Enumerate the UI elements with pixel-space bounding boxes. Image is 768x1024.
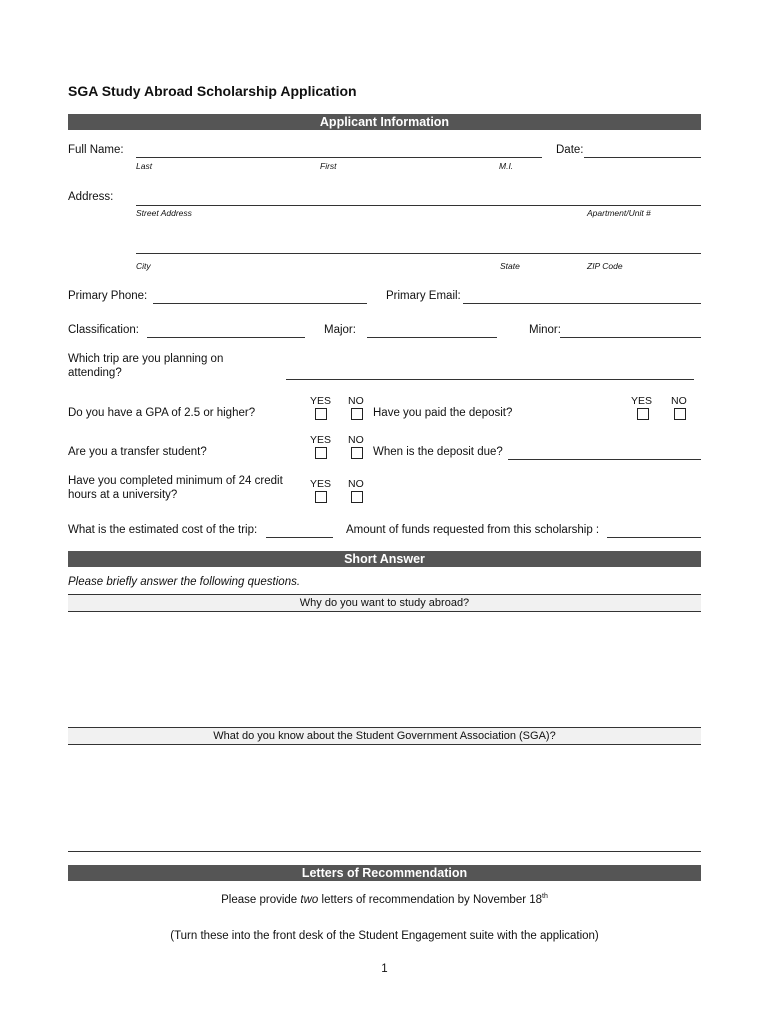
deposit-due-question: When is the deposit due? — [373, 446, 503, 458]
gpa-no-checkbox[interactable] — [351, 408, 363, 420]
transfer-no-label: NO — [348, 434, 364, 446]
minor-field[interactable] — [560, 337, 701, 338]
section-header-applicant: Applicant Information — [68, 114, 701, 130]
address-label: Address: — [68, 191, 114, 203]
deposit-paid-no-label: NO — [671, 395, 687, 407]
credit-no-checkbox[interactable] — [351, 491, 363, 503]
section-header-short-answer: Short Answer — [68, 551, 701, 567]
name-last-caption: Last — [136, 161, 153, 171]
gpa-question: Do you have a GPA of 2.5 or higher? — [68, 407, 256, 419]
transfer-no-checkbox[interactable] — [351, 447, 363, 459]
credit-yes-label: YES — [310, 478, 332, 490]
street-address-caption: Street Address — [136, 208, 192, 218]
funds-requested-field[interactable] — [607, 537, 701, 538]
answer-area-about-sga[interactable] — [68, 746, 701, 850]
page-number: 1 — [381, 963, 388, 975]
deposit-paid-yes-label: YES — [631, 395, 653, 407]
trip-question-line2: attending? — [68, 367, 122, 379]
transfer-question: Are you a transfer student? — [68, 446, 207, 458]
gpa-no-label: NO — [348, 395, 364, 407]
classification-field[interactable] — [147, 337, 305, 338]
trip-field[interactable] — [286, 379, 694, 380]
gpa-yes-label: YES — [310, 395, 332, 407]
question-why-study-abroad: Why do you want to study abroad? — [68, 594, 701, 612]
deposit-paid-question: Have you paid the deposit? — [373, 407, 513, 419]
primary-phone-field[interactable] — [153, 303, 367, 304]
answer-area-why-study-abroad[interactable] — [68, 613, 701, 725]
full-name-label: Full Name: — [68, 144, 124, 156]
short-answer-instruction: Please briefly answer the following questions. — [68, 576, 301, 588]
name-mi-caption: M.I. — [499, 161, 514, 171]
city-caption: City — [136, 261, 151, 271]
credit-no-label: NO — [348, 478, 364, 490]
city-state-zip-field[interactable] — [136, 253, 701, 254]
letters-instruction: Please provide two letters of recommendation by November 18th — [221, 893, 548, 906]
form-title: SGA Study Abroad Scholarship Application — [68, 83, 357, 99]
deposit-paid-yes-checkbox[interactable] — [637, 408, 649, 420]
major-field[interactable] — [367, 337, 497, 338]
credit-yes-checkbox[interactable] — [315, 491, 327, 503]
primary-email-field[interactable] — [463, 303, 701, 304]
deposit-due-field[interactable] — [508, 459, 701, 460]
transfer-yes-label: YES — [310, 434, 332, 446]
date-label: Date: — [556, 144, 584, 156]
estimated-cost-label: What is the estimated cost of the trip: — [68, 524, 258, 536]
gpa-yes-checkbox[interactable] — [315, 408, 327, 420]
name-first-caption: First — [320, 161, 337, 171]
street-address-field[interactable] — [136, 205, 701, 206]
deposit-paid-no-checkbox[interactable] — [674, 408, 686, 420]
state-caption: State — [500, 261, 520, 271]
primary-email-label: Primary Email: — [386, 290, 461, 302]
full-name-field[interactable] — [136, 157, 542, 158]
major-label: Major: — [324, 324, 356, 336]
date-field[interactable] — [584, 157, 701, 158]
section-header-letters: Letters of Recommendation — [68, 865, 701, 881]
funds-requested-label: Amount of funds requested from this scholarship : — [346, 524, 600, 536]
credit-question-line2: hours at a university? — [68, 489, 178, 501]
transfer-yes-checkbox[interactable] — [315, 447, 327, 459]
estimated-cost-field[interactable] — [266, 537, 333, 538]
apartment-caption: Apartment/Unit # — [587, 208, 651, 218]
trip-question-line1: Which trip are you planning on — [68, 353, 224, 365]
zip-caption: ZIP Code — [587, 261, 623, 271]
answer-area-bottom-rule — [68, 851, 701, 852]
letters-note: (Turn these into the front desk of the Student Engagement suite with the application) — [170, 930, 599, 942]
classification-label: Classification: — [68, 324, 139, 336]
credit-question-line1: Have you completed minimum of 24 credit — [68, 475, 283, 487]
primary-phone-label: Primary Phone: — [68, 290, 148, 302]
minor-label: Minor: — [529, 324, 561, 336]
question-about-sga: What do you know about the Student Government Association (SGA)? — [68, 727, 701, 745]
